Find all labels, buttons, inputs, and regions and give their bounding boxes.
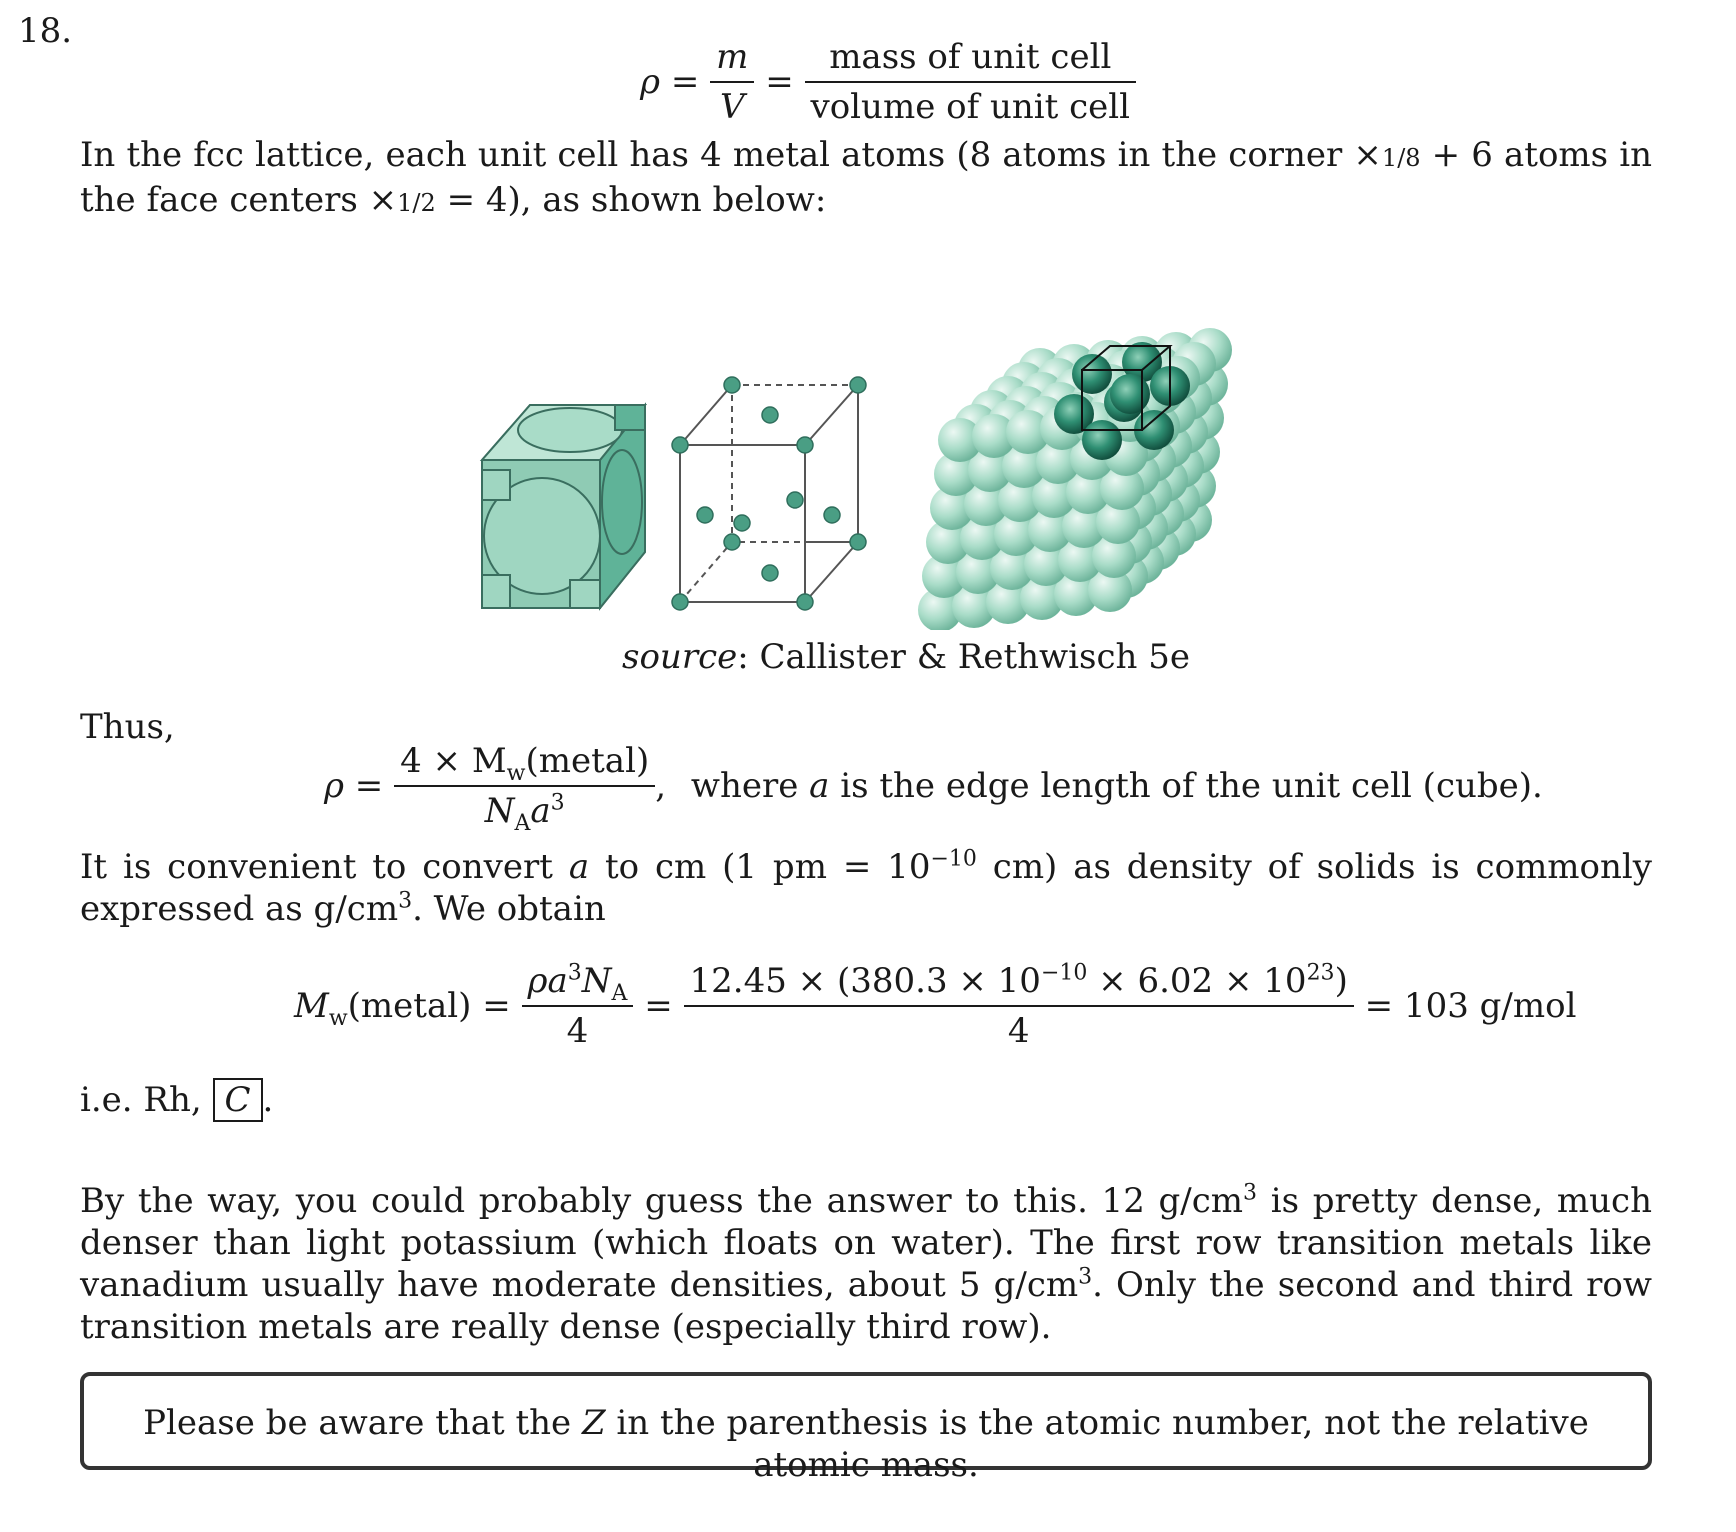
fraction-m-over-v bbox=[710, 36, 754, 128]
where-1: where bbox=[690, 766, 810, 806]
fraction-one-half: 1/2 bbox=[397, 189, 436, 217]
answer-line bbox=[80, 1078, 273, 1122]
answer-box: C bbox=[213, 1078, 263, 1122]
unit-cell-atom bbox=[1072, 354, 1112, 394]
p2-1: It is convenient to convert bbox=[80, 847, 569, 887]
fcc-figure bbox=[470, 290, 1260, 630]
p2-4: . We obtain bbox=[412, 889, 606, 929]
n1-sup: 3 bbox=[567, 960, 582, 986]
fcc-sphere-packing bbox=[918, 328, 1232, 630]
para1-text-3: = 4), as shown below: bbox=[435, 180, 827, 220]
numerator-2 bbox=[684, 960, 1354, 1007]
numerator bbox=[394, 740, 655, 787]
figure-caption bbox=[622, 636, 1190, 678]
thus-text: Thus, bbox=[80, 707, 175, 747]
p3-3: . Only the second and third row transition metals are really dense (especially third row). bbox=[80, 1265, 1652, 1347]
n1-a: ρa bbox=[527, 961, 568, 1001]
p3-s2: 3 bbox=[1078, 1264, 1093, 1290]
p2-sup: 3 bbox=[398, 888, 413, 914]
den-a: a bbox=[530, 791, 551, 831]
answer-suffix: . bbox=[262, 1080, 274, 1120]
hard-sphere-unit-cell bbox=[482, 405, 645, 608]
fcc-illustration bbox=[470, 290, 1260, 630]
fraction-molar-mass bbox=[394, 740, 655, 836]
numerator-1 bbox=[522, 960, 634, 1007]
density-equation bbox=[640, 36, 1136, 128]
denominator-volume: volume of unit cell bbox=[810, 87, 1131, 127]
p2-a: a bbox=[568, 847, 590, 887]
convert-paragraph bbox=[80, 846, 1652, 930]
numerator-mass: mass of unit cell bbox=[805, 36, 1137, 83]
notice-1: Please be aware that the bbox=[143, 1403, 582, 1443]
rho-symbol: ρ bbox=[640, 62, 660, 102]
fraction-mass-over-volume bbox=[805, 36, 1137, 128]
n2-2: × 6.02 × 10 bbox=[1087, 961, 1307, 1001]
n1-sub: A bbox=[611, 980, 628, 1006]
notice-2: in the parenthesis is the atomic number, not the relative atomic mass. bbox=[605, 1403, 1589, 1485]
n2-exp1: −10 bbox=[1040, 960, 1088, 986]
n2-3: ) bbox=[1334, 961, 1348, 1001]
n2-1: 12.45 × (380.3 × 10 bbox=[689, 961, 1041, 1001]
denominator-1: 4 bbox=[566, 1011, 589, 1051]
den-pre: N bbox=[484, 791, 515, 831]
reduced-sphere-unit-cell bbox=[672, 377, 866, 610]
p3-s1: 3 bbox=[1243, 1180, 1258, 1206]
lhs-sub: w bbox=[328, 1005, 348, 1031]
para1-text-1: In the fcc lattice, each unit cell has 4 metal atoms (8 atoms in the corner × bbox=[80, 135, 1382, 175]
para1-text-2: + 6 atoms in the face centers × bbox=[80, 135, 1652, 220]
numerator-m: m bbox=[710, 36, 754, 83]
p2-exp: −10 bbox=[930, 846, 977, 872]
denominator-2: 4 bbox=[1007, 1011, 1030, 1051]
fraction-numeric bbox=[684, 960, 1354, 1052]
caption-source: source bbox=[622, 637, 738, 677]
molar-mass-computation bbox=[294, 960, 1576, 1052]
lhs bbox=[294, 985, 472, 1031]
by-the-way-paragraph bbox=[80, 1180, 1652, 1348]
equals-sign: = bbox=[644, 986, 673, 1026]
where-2: is the edge length of the unit cell (cube). bbox=[829, 766, 1543, 806]
answer-prefix: i.e. Rh, bbox=[80, 1080, 213, 1120]
unit-cell-atom bbox=[1110, 374, 1150, 414]
den-sup: 3 bbox=[550, 790, 565, 816]
num-sub: w bbox=[506, 760, 526, 786]
n2-exp2: 23 bbox=[1306, 960, 1335, 986]
density-molar-mass-equation bbox=[324, 740, 1543, 836]
denominator bbox=[394, 787, 655, 836]
fcc-paragraph bbox=[80, 134, 1652, 224]
notice-box bbox=[80, 1372, 1652, 1485]
lhs-rest: (metal) bbox=[347, 986, 472, 1026]
denominator-v: V bbox=[719, 87, 745, 127]
equals-sign: = bbox=[765, 62, 794, 102]
lhs-m: M bbox=[294, 986, 329, 1026]
where-a: a bbox=[809, 766, 830, 806]
num-post: (metal) bbox=[525, 741, 650, 781]
equals-sign: = bbox=[670, 62, 700, 102]
fraction-one-eighth: 1/8 bbox=[1381, 144, 1421, 172]
p2-2: to cm (1 pm = 10 bbox=[589, 847, 931, 887]
where-clause bbox=[691, 765, 1543, 807]
n1-n: N bbox=[581, 961, 612, 1001]
unit-cell-atom bbox=[1082, 420, 1122, 460]
den-sub: A bbox=[514, 810, 531, 836]
fraction-rho-a3-na bbox=[522, 960, 634, 1052]
p3-2: is pretty dense, much denser than light potassium (which floats on water). The first row transition metals like vanadium usually have moderate densities, about 5 g/cm bbox=[80, 1181, 1652, 1305]
problem-number: 18. bbox=[18, 11, 73, 51]
p2-3: cm) as density of solids is commonly expressed as g/cm bbox=[80, 847, 1652, 929]
notice-z: Z bbox=[582, 1403, 606, 1443]
rho-equals: ρ = bbox=[324, 766, 384, 806]
result: = 103 g/mol bbox=[1364, 986, 1577, 1026]
p3-1: By the way, you could probably guess the answer to this. 12 g/cm bbox=[80, 1181, 1244, 1221]
num-pre: 4 × M bbox=[400, 741, 507, 781]
caption-text: : Callister & Rethwisch 5e bbox=[737, 637, 1190, 677]
comma: , bbox=[655, 766, 667, 806]
equals-sign: = bbox=[482, 986, 511, 1026]
